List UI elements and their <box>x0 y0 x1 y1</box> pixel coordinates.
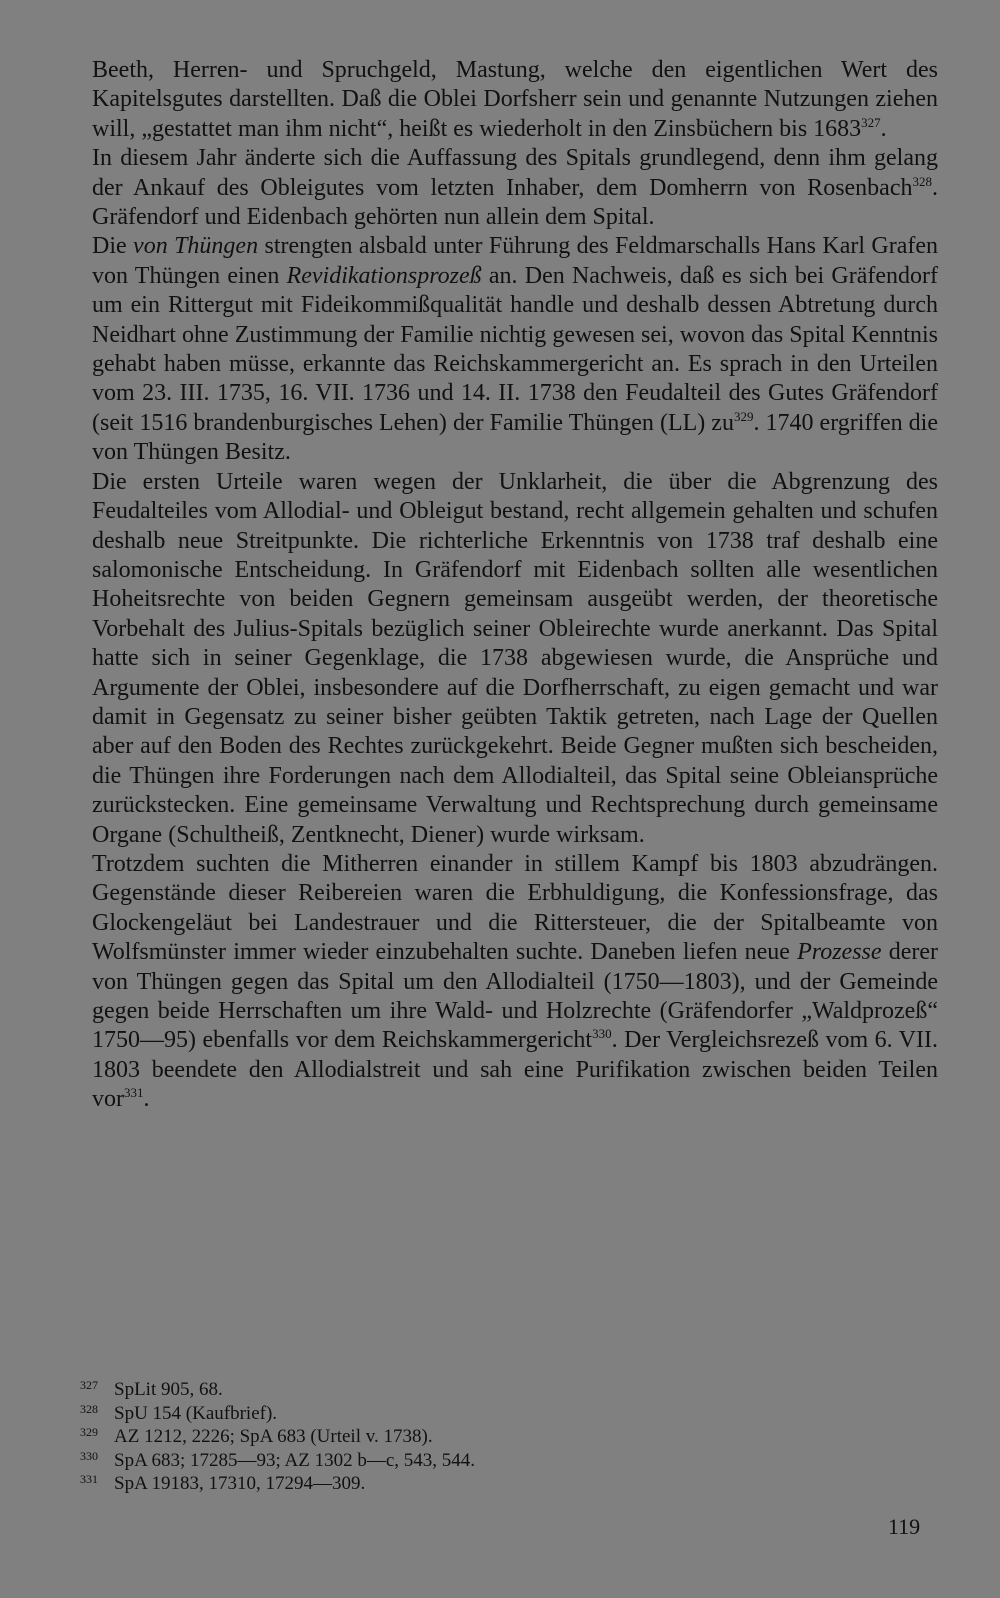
footnote-reference: 329 <box>733 408 754 424</box>
page-number: 119 <box>888 1514 921 1539</box>
text-run: Beeth, Herren- und Spruchgeld, Mastung, welche den eigentlichen Wert des Kapitelsgutes darstellten. Daß die Oblei Dorfsherr sein und genannte Nutzungen ziehen will, „gestattet man ihm nicht“, heißt es wiederholt in den Zinsbüchern bis 1683 <box>92 57 938 142</box>
text-run: an. Den Nachweis, daß es sich bei Gräfendorf um ein Rittergut mit Fideikommißqualität handle und deshalb dessen Abtretung durch Neidhart ohne Zustimmung der Familie nichtig gewesen sei, wovon das Spital Kenntnis gehabt haben müsse, erkannte das Reichskammergericht an. Es sprach in den Urteilen vom 23. III. 1735, 16. VII. 1736 und 14. II. 1738 den Feudalteil des Gutes Gräfendorf (seit 1516 brandenburgisches Lehen) der Familie Thüngen (LL) zu <box>92 262 939 436</box>
footnote-reference: 330 <box>592 1026 612 1042</box>
footnote-text: SpA 683; 17285—93; AZ 1302 b—c, 543, 544. <box>114 1449 476 1471</box>
paragraph <box>92 850 938 1115</box>
footnote-reference: 331 <box>124 1085 144 1101</box>
text-run: Die <box>92 233 134 260</box>
footnote-text: AZ 1212, 2226; SpA 683 (Urteil v. 1738). <box>114 1426 433 1447</box>
text-run: . 1740 ergriffen die von Thüngen Besitz. <box>92 409 938 466</box>
paragraph <box>92 468 938 850</box>
text-run: Trotzdem suchten die Mitherren einander in stillem Kampf bis 1803 abzudrängen. Gegenstände dieser Reibereien waren die Erbhuldigung, die Konfessionsfrage, das Glockengeläut bei Landestrauer und die Rittersteuer, die der Spitalbeamte von Wolfsmünster immer wieder einzubehalten suchte. Daneben liefen neue <box>92 850 938 966</box>
footnote: $^{331}$ SpA 19183, 17310, 17294—309. <box>80 1472 366 1494</box>
text-run: Die ersten Urteile waren wegen der Unklarheit, die über die Abgrenzung des Feudalteiles vom Allodial- und Obleigut bestand, recht allgemein gehalten und schufen deshalb neue Streitpunkte. Die richterliche Erkenntnis von 1738 traf deshalb eine salomonische Entscheidung. In Gräfendorf mit Eidenbach sollten alle wesentlichen Hoheitsrechte von beiden Gegnern gemeinsam ausgeübt werden, der theoretische Vorbehalt des Julius-Spitals bezüglich seiner Obleirechte wurde anerkannt. Das Spital hatte sich in seiner Gegenklage, die 1738 abgewiesen wurde, die Ansprüche und Argumente der Oblei, insbesondere auf die Dorfherrschaft, zu eigen gemacht und war damit in Gegensatz zu seiner bisher geübten Taktik getreten, nach Lage der Quellen aber auf den Boden des Rechtes zurückgekehrt. Beide Gegner mußten sich bescheiden, die Thüngen ihre Forderungen nach dem Allodialteil, das Spital seine Obleiansprüche zurückstecken. Eine gemeinsame Verwaltung und Rechtsprechung durch gemeinsame Organe (Schultheiß, Zentknecht, Diener) wurde wirksam. <box>92 468 938 848</box>
body-text <box>92 56 938 1115</box>
italic-text: von Thüngen <box>133 233 259 260</box>
footnote: $^{327}$ SpLit 905, 68. <box>80 1378 223 1400</box>
footnote-reference: 328 <box>912 173 932 189</box>
footnote: $^{329}$ AZ 1212, 2226; SpA 683 (Urteil v. 1738). <box>80 1425 433 1447</box>
text-run: . Gräfendorf und Eidenbach gehörten nun allein dem Spital. <box>92 174 938 231</box>
footnote: $^{328}$ SpU 154 (Kaufbrief). <box>80 1401 278 1424</box>
footnote-text: SpU 154 (Kaufbrief). <box>114 1402 278 1424</box>
text-run: . <box>880 115 887 142</box>
paragraph <box>92 144 938 232</box>
footnotes <box>80 1378 940 1496</box>
footnote: $^{330}$ SpA 683; 17285—93; AZ 1302 b—c, 543, 544. <box>80 1448 476 1471</box>
footnote-text: SpLit 905, 68. <box>114 1379 223 1400</box>
paragraph <box>92 232 938 467</box>
text-run: . <box>143 1086 150 1113</box>
italic-text: Revidikationsprozeß <box>286 262 482 289</box>
text-run: . Der Vergleichsrezeß vom 6. VII. 1803 beendete den Allodialstreit und sah eine Purifikation zwischen beiden Teilen vor <box>92 1027 938 1113</box>
italic-text: Prozesse <box>797 939 882 966</box>
footnote-text: SpA 19183, 17310, 17294—309. <box>114 1473 366 1494</box>
text-run: derer von Thüngen gegen das Spital um den Allodialteil (1750—1803), und der Gemeinde gegen beide Herrschaften um ihre Wald- und Holzrechte (Gräfendorfer „Waldprozeß“ 1750—95) ebenfalls vor dem Reichskammergericht <box>92 939 938 1054</box>
paragraph <box>92 56 938 144</box>
text-run: strengten alsbald unter Führung des Feldmarschalls Hans Karl Grafen von Thüngen einen <box>92 233 939 289</box>
footnote-reference: 327 <box>861 114 881 130</box>
text-run: In diesem Jahr änderte sich die Auffassung des Spitals grundlegend, denn ihm gelang der Ankauf des Obleigutes vom letzten Inhaber, dem Domherrn von Rosenbach <box>92 145 938 201</box>
